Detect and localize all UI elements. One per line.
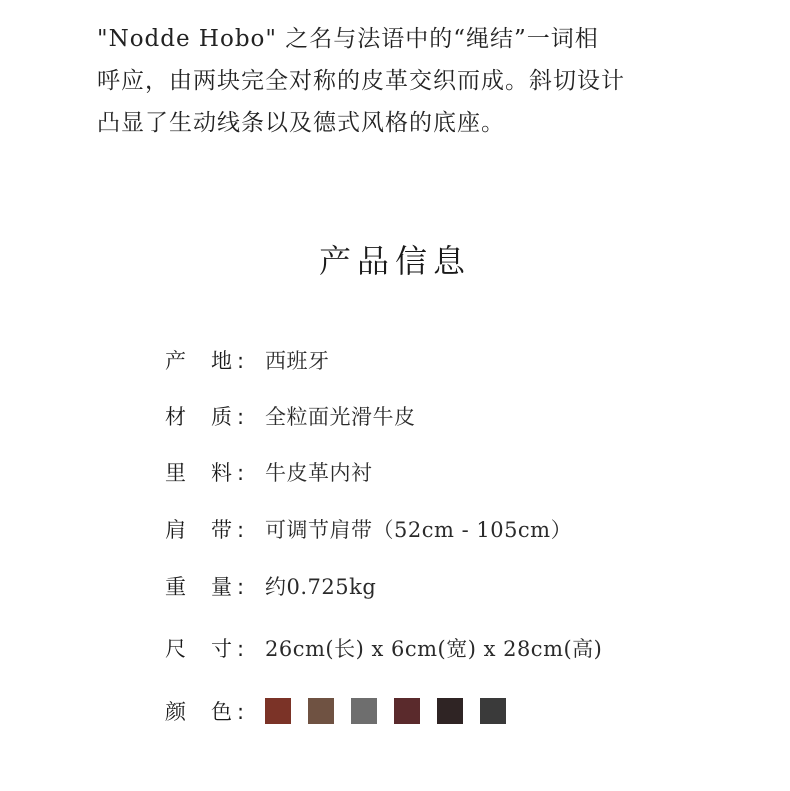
spec-value: 约0.725kg	[265, 575, 377, 599]
color-swatch-6[interactable]	[480, 698, 506, 724]
description-line-3: 凸显了生动线条以及德式风格的底座。	[97, 110, 505, 136]
section-title: 产品信息	[318, 242, 471, 280]
spec-label	[165, 696, 265, 726]
spec-row-material	[165, 399, 416, 433]
spec-row-strap	[165, 512, 572, 546]
spec-row-colors	[165, 694, 506, 728]
spec-value: 全粒面光滑牛皮	[265, 405, 416, 429]
spec-colon: :	[237, 700, 246, 724]
spec-value: 西班牙	[265, 349, 330, 373]
spec-colon: :	[237, 575, 246, 599]
spec-row-origin	[165, 343, 330, 377]
spec-colon: :	[237, 637, 246, 661]
product-description	[97, 18, 737, 144]
spec-label-char: 产	[165, 349, 187, 373]
spec-colon: :	[237, 405, 246, 429]
spec-row-weight	[165, 569, 376, 603]
color-swatch-2[interactable]	[308, 698, 334, 724]
spec-label-char: 材	[165, 405, 187, 429]
spec-label-char: 料	[211, 461, 233, 485]
spec-label-char: 地	[211, 349, 233, 373]
spec-label	[165, 514, 265, 544]
spec-label	[165, 401, 265, 431]
spec-label-char: 肩	[165, 518, 187, 542]
spec-label-char: 里	[165, 461, 187, 485]
spec-colon: :	[237, 461, 246, 485]
spec-colon: :	[237, 349, 246, 373]
spec-label	[165, 345, 265, 375]
spec-label	[165, 571, 265, 601]
spec-colon: :	[237, 518, 246, 542]
color-swatch-4[interactable]	[394, 698, 420, 724]
spec-value: 可调节肩带（52cm - 105cm）	[265, 518, 573, 542]
spec-label-char: 重	[165, 575, 187, 599]
spec-label-char: 寸	[211, 637, 233, 661]
spec-label	[165, 633, 265, 663]
spec-label-char: 颜	[165, 700, 187, 724]
spec-label-char: 质	[211, 405, 233, 429]
spec-label-char: 色	[211, 700, 233, 724]
color-swatch-3[interactable]	[351, 698, 377, 724]
spec-row-lining	[165, 455, 373, 489]
spec-row-dimensions	[165, 631, 602, 665]
spec-label	[165, 457, 265, 487]
color-swatch-5[interactable]	[437, 698, 463, 724]
spec-label-char: 量	[211, 575, 233, 599]
description-line-1: "Nodde Hobo" 之名与法语中的“绳结”一词相	[97, 26, 599, 52]
spec-value: 牛皮革内衬	[265, 461, 373, 485]
description-line-2: 呼应，由两块完全对称的皮革交织而成。斜切设计	[97, 68, 625, 94]
color-swatch-1[interactable]	[265, 698, 291, 724]
color-swatches	[265, 698, 506, 724]
spec-label-char: 尺	[165, 637, 187, 661]
spec-label-char: 带	[211, 518, 233, 542]
spec-value: 26cm(长) x 6cm(宽) x 28cm(高)	[265, 637, 603, 661]
